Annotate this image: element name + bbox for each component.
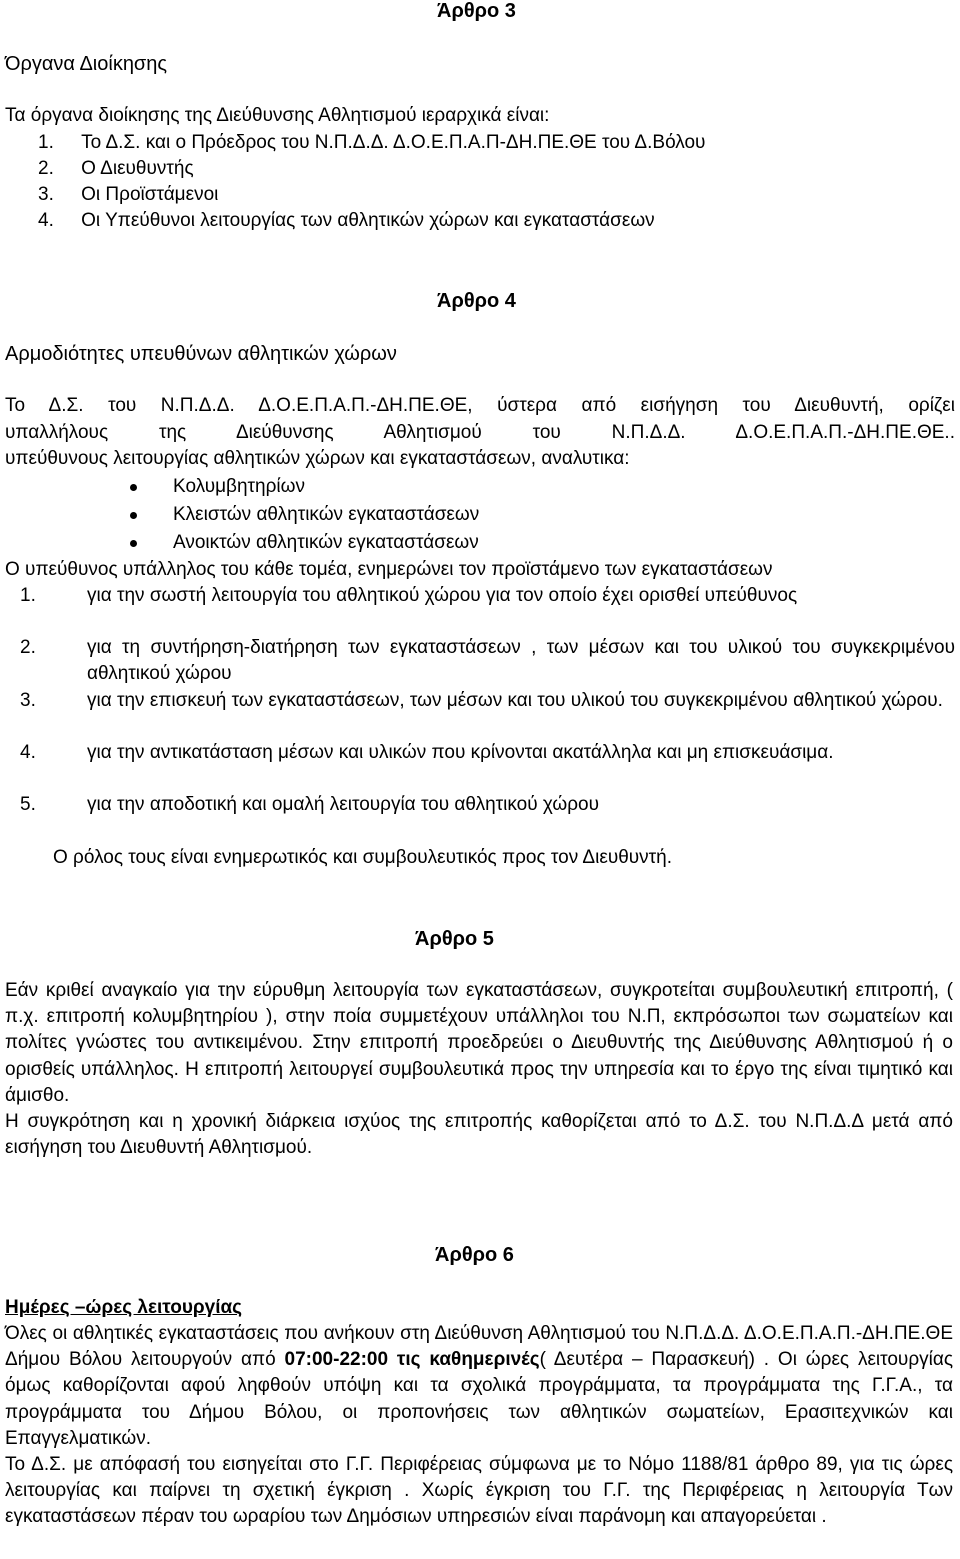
article-4-para-line-2: υπαλλήλους της Διεύθυνσης Αθλητισμού του Ν.Π.Δ.Δ. Δ.Ο.Ε.Π.Α.Π.-ΔΗ.ΠΕ.ΘΕ.. <box>5 422 955 443</box>
article-6-heading: Άρθρο 6 <box>435 1244 514 1266</box>
article-6-body <box>5 1321 953 1531</box>
article-4-item-2 <box>5 635 955 688</box>
bullet-item <box>130 474 305 500</box>
article-3-item-4 <box>38 208 655 234</box>
article-4-item-3 <box>5 688 955 714</box>
article-6-paragraph-1-start: Όλες οι αθλητικές εγκαταστάσεις που ανήκουν στη Διεύθυνση Αθλητισμού του Ν.Π.Δ.Δ. Δ.Ο.Ε.Π.Α.Π.-ΔΗ.ΠΕ.ΘΕ Δήμου Βόλου λειτουργούν από <box>5 1323 953 1371</box>
article-3-item-3 <box>38 182 218 208</box>
article-4-subtitle: Αρμοδιότητες υπευθύνων αθλητικών χώρων <box>5 343 397 365</box>
article-4-heading: Άρθρο 4 <box>437 290 516 312</box>
article-5-paragraph-1: Εάν κριθεί αναγκαίο για την εύρυθμη λειτουργία των εγκαταστάσεων, συγκροτείται συμβουλευτική επιτροπή, ( π.χ. επιτροπή κολυμβητηρίου ), στην ποία συμμετέχουν υπάλληλοι του Ν.Π, εκπρόσωποι των σωματείων και πολίτες γνώστες του αντικειμένου. Στην επιτροπή προεδρεύει ο Διευθυντής της Διεύθυνσης Αθλητισμού ή ο ορισθείς υπάλληλος. Η επιτροπή λειτουργεί συμβουλευτικά προς την υπηρεσία και το έργο της είναι τιμητικό και άμισθο. <box>5 980 953 1106</box>
article-4-role: Ο ρόλος τους είναι ενημερωτικός και συμβουλευτικός προς τον Διευθυντή. <box>53 847 673 868</box>
article-6-paragraph-2: Το Δ.Σ. με απόφασή του εισηγείται στο Γ.Γ. Περιφέρειας σύμφωνα με το Νόμο 1188/81 άρθρο 89, για τις ώρες λειτουργίας και παίρνει τη σχετική έγκριση . Χωρίς έγκριση του Γ.Γ. της Περιφέρειας η λειτουργία Των εγκαταστάσεων πέραν του ωραρίου των Δημόσιων υπηρεσιών είναι παράνομη και απαγορεύεται . <box>5 1454 953 1528</box>
list-text: για την επισκευή των εγκαταστάσεων, των μέσων και του υλικού του συγκεκριμένου αθλητικού χώρου. <box>87 690 943 711</box>
bullet-icon <box>130 484 137 491</box>
article-4-item-4 <box>5 740 955 766</box>
bullet-item <box>130 502 479 528</box>
list-number: 4. <box>38 210 54 231</box>
list-text: Το Δ.Σ. και ο Πρόεδρος του Ν.Π.Δ.Δ. Δ.Ο.Ε.Π.Α.Π-ΔΗ.ΠΕ.ΘΕ του Δ.Βόλου <box>81 132 706 153</box>
bullet-text: Κολυμβητηρίων <box>173 476 305 497</box>
article-4-para-line-3: υπεύθυνους λειτουργίας αθλητικών χώρων και εγκαταστάσεων, αναλυτικα: <box>5 448 630 469</box>
article-3-item-2 <box>38 156 194 182</box>
article-4-item-5 <box>5 792 955 818</box>
list-text: Οι Προϊστάμενοι <box>81 184 219 205</box>
article-3-intro: Τα όργανα διοίκησης της Διεύθυνσης Αθλητισμού ιεραρχικά είναι: <box>5 105 550 126</box>
list-number: 3. <box>38 184 54 205</box>
list-number: 5. <box>20 794 36 815</box>
list-number: 2. <box>20 637 36 658</box>
list-text: Οι Υπεύθυνοι λειτουργίας των αθλητικών χώρων και εγκαταστάσεων <box>81 210 655 231</box>
article-3-heading: Άρθρο 3 <box>437 0 516 22</box>
list-number: 1. <box>38 132 54 153</box>
bullet-icon <box>130 540 137 547</box>
article-4-para-line-1: Το Δ.Σ. του Ν.Π.Δ.Δ. Δ.Ο.Ε.Π.Α.Π.-ΔΗ.ΠΕ.ΘΕ, ύστερα από εισήγηση του Διευθυντή, ορίζει <box>5 395 955 416</box>
list-number: 1. <box>20 585 36 606</box>
article-5-body <box>5 978 953 1161</box>
list-text: για την αντικατάσταση μέσων και υλικών που κρίνονται ακατάλληλα και μη επισκευάσιμα. <box>87 742 834 763</box>
article-4-responsible: Ο υπεύθυνος υπάλληλος του κάθε τομέα, ενημερώνει τον προϊστάμενο των εγκαταστάσεων <box>5 559 773 580</box>
bullet-icon <box>130 512 137 519</box>
opening-hours: 07:00-22:00 τις καθημερινές <box>284 1349 540 1371</box>
list-text: Ο Διευθυντής <box>81 158 194 179</box>
list-text: για την αποδοτική και ομαλή λειτουργία του αθλητικού χώρου <box>87 794 599 815</box>
bullet-text: Κλειστών αθλητικών εγκαταστάσεων <box>173 504 480 525</box>
list-text: για τη συντήρηση-διατήρηση των εγκαταστάσεων , των μέσων και του υλικού του συγκεκριμένου αθλητικού χώρου <box>87 637 955 685</box>
article-6-subtitle: Ημέρες –ώρες λειτουργίας <box>5 1297 243 1318</box>
bullet-text: Ανοικτών αθλητικών εγκαταστάσεων <box>173 532 479 553</box>
bullet-item <box>130 530 479 556</box>
article-6-paragraph-1 <box>5 1321 953 1452</box>
article-3-subtitle: Όργανα Διοίκησης <box>5 53 168 75</box>
article-3-item-1 <box>38 130 705 156</box>
list-text: για την σωστή λειτουργία του αθλητικού χώρου για τον οποίο έχει ορισθεί υπεύθυνος <box>87 585 798 606</box>
article-5-paragraph-2: Η συγκρότηση και η χρονική διάρκεια ισχύος της επιτροπής καθορίζεται από το Δ.Σ. του Ν.Π.Δ.Δ μετά από εισήγηση του Διευθυντή Αθλητισμού. <box>5 1111 953 1159</box>
article-4-item-1 <box>5 583 955 609</box>
article-5-heading: Άρθρο 5 <box>415 928 494 950</box>
list-number: 4. <box>20 742 36 763</box>
article-6-paragraph-1-end: ( Δευτέρα – Παρασκευή) . Οι ώρες λειτουργίας όμως καθορίζονται αφού ληφθούν υπόψη και τα σχολικά προγράμματα, τα προγράμματα της Γ.Γ.Α., τα προγράμματα του Δήμου Βόλου, οι προπονήσεις των αθλητικών σωματείων, Ερασιτεχνικών και Επαγγελματικών. <box>5 1349 953 1449</box>
list-number: 3. <box>20 690 36 711</box>
list-number: 2. <box>38 158 54 179</box>
